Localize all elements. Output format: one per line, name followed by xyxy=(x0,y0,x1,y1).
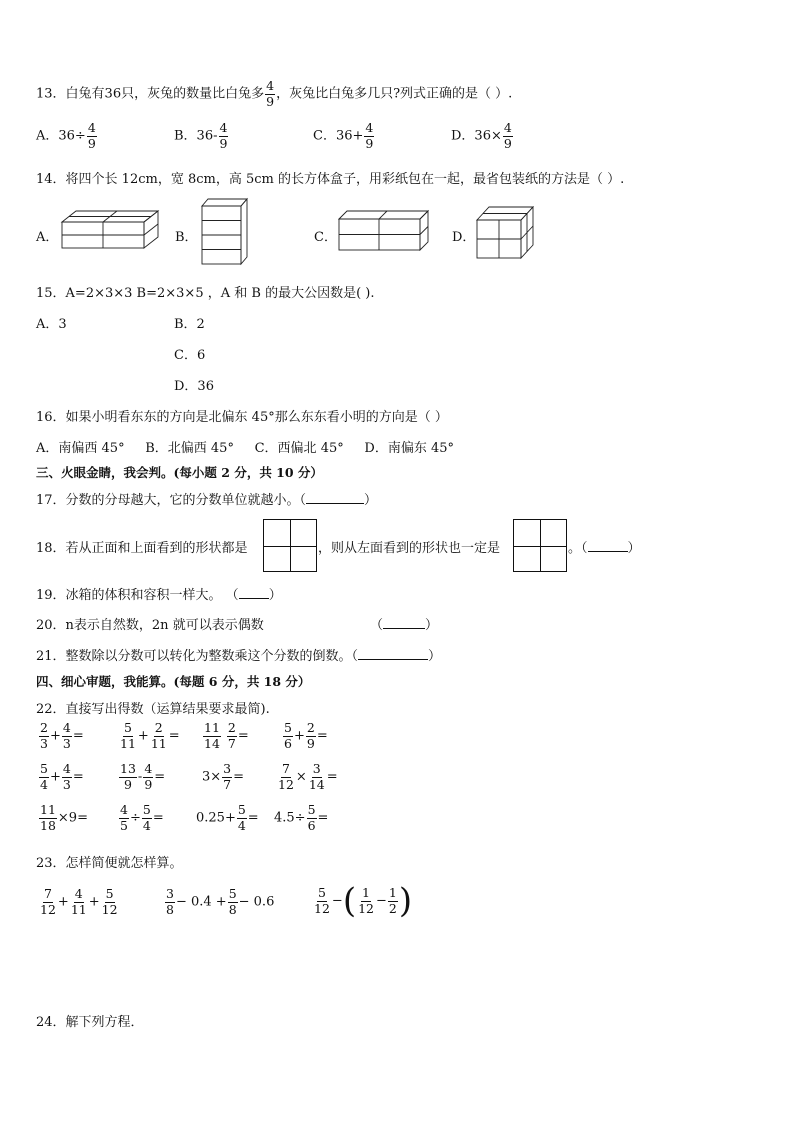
simplify-expression-3[interactable]: $\frac{5}{12}$ −( $\frac{1}{12}$ − $\frac{1}{2}$ ) xyxy=(314,881,413,921)
q13-option-b[interactable]: B．36- $\frac{4}{9}$ xyxy=(174,120,228,151)
q15-stem: 15．A=2×3×3 B=2×3×5 ，A 和 B 的最大公因数是( ). xyxy=(36,286,375,301)
section-4-heading: 四、细心审题，我能算。(每题 6 分，共 18 分） xyxy=(36,674,311,689)
fraction: $\frac{4}{9}$ xyxy=(266,78,275,109)
calc-item[interactable]: $\frac{11}{14}$ $\frac{2}{7}$ = xyxy=(204,720,249,751)
q22-stem: 22．直接写出得数（运算结果要求最简). xyxy=(36,702,270,717)
q18-text-a: 18．若从正面和上面看到的形状都是 xyxy=(36,541,248,556)
q15-option-a[interactable]: A．3 xyxy=(36,317,67,332)
calc-item[interactable]: $\frac{2}{3}$ + $\frac{4}{3}$ = xyxy=(40,720,84,751)
answer-blank[interactable] xyxy=(239,598,269,599)
q18-text-b: ，则从左面看到的形状也一定是 xyxy=(318,541,501,556)
q15-option-b[interactable]: B．2 xyxy=(174,317,205,332)
calc-item[interactable]: $\frac{5}{11}$ + $\frac{2}{11}$ = xyxy=(120,720,180,751)
section-3-heading: 三、火眼金睛，我会判。(每小题 2 分，共 10 分） xyxy=(36,465,323,480)
simplify-expression-2[interactable]: $\frac{3}{8}$ − 0.4 + $\frac{5}{8}$ − 0.6 xyxy=(166,886,275,917)
calc-item[interactable]: $\frac{7}{12}$ × $\frac{3}{14}$ = xyxy=(278,761,338,792)
q20: 20．n表示自然数，2n 就可以表示偶数 xyxy=(36,618,264,633)
q13-stem: 13．白兔有36只，灰兔的数量比白兔多 $\frac{4}{9}$ ，灰兔比白兔多几只?列式正确的是（ ）. xyxy=(36,78,513,109)
grid-shape-view xyxy=(263,519,317,572)
q14-option-c-label[interactable]: C． xyxy=(314,230,337,245)
box-arrangement-c xyxy=(336,208,432,254)
q24-stem: 24．解下列方程． xyxy=(36,1015,144,1030)
calc-item[interactable]: $\frac{5}{4}$ + $\frac{4}{3}$ = xyxy=(40,761,84,792)
box-arrangement-a xyxy=(58,208,162,254)
answer-blank[interactable] xyxy=(358,659,428,660)
answer-blank[interactable] xyxy=(383,628,425,629)
q14-option-b-label[interactable]: B． xyxy=(175,230,198,245)
calc-item[interactable]: 0.25+ $\frac{5}{4}$ = xyxy=(196,802,259,833)
simplify-expression-1[interactable]: $\frac{7}{12}$ + $\frac{4}{11}$ + $\frac{5}{12}$ xyxy=(40,886,118,917)
q23-stem: 23．怎样简便就怎样算。 xyxy=(36,856,183,871)
q14-option-d-label[interactable]: D． xyxy=(452,230,476,245)
grid-shape-view-left xyxy=(513,519,567,572)
calc-item[interactable]: $\frac{4}{5}$ ÷ $\frac{5}{4}$ = xyxy=(120,802,164,833)
q14-option-a-label[interactable]: A． xyxy=(36,230,59,245)
q19: 19．冰箱的体积和容积一样大。 （ ） xyxy=(36,588,282,603)
q15-option-d[interactable]: D．36 xyxy=(174,379,214,394)
q13-option-d[interactable]: D．36× $\frac{4}{9}$ xyxy=(451,120,512,151)
q13-option-a[interactable]: A．36÷ $\frac{4}{9}$ xyxy=(36,120,96,151)
calc-item[interactable]: $\frac{11}{18}$ ×9= xyxy=(40,802,88,833)
calc-item[interactable]: $\frac{13}{9}$ - $\frac{4}{9}$ = xyxy=(120,761,166,792)
answer-blank[interactable] xyxy=(306,503,364,504)
q15-option-c[interactable]: C．6 xyxy=(174,348,206,363)
calc-item[interactable]: 3× $\frac{3}{7}$ = xyxy=(202,761,245,792)
q17: 17．分数的分母越大，它的分数单位就越小。（ ） xyxy=(36,493,378,508)
q20-answer: （ ） xyxy=(370,618,439,633)
q16-stem: 16．如果小明看东东的方向是北偏东 45°那么东东看小明的方向是（ ） xyxy=(36,410,448,425)
calc-item[interactable]: 4.5÷ $\frac{5}{6}$ = xyxy=(274,802,329,833)
q21: 21．整数除以分数可以转化为整数乘这个分数的倒数。（ ） xyxy=(36,649,442,664)
box-arrangement-d xyxy=(474,202,536,262)
answer-blank[interactable] xyxy=(588,551,628,552)
q14-stem: 14．将四个长 12cm，宽 8cm，高 5cm 的长方体盒子，用彩纸包在一起，最省包装纸的方法是（ ）. xyxy=(36,172,625,187)
box-arrangement-b xyxy=(196,196,250,268)
q16-options[interactable]: A．南偏西 45° B．北偏西 45° C．西偏北 45° D．南偏东 45° xyxy=(36,441,454,456)
q18-answer: 。（ ） xyxy=(568,541,641,556)
q13-option-c[interactable]: C．36+ $\frac{4}{9}$ xyxy=(313,120,374,151)
calc-item[interactable]: $\frac{5}{6}$ + $\frac{2}{9}$ = xyxy=(284,720,328,751)
